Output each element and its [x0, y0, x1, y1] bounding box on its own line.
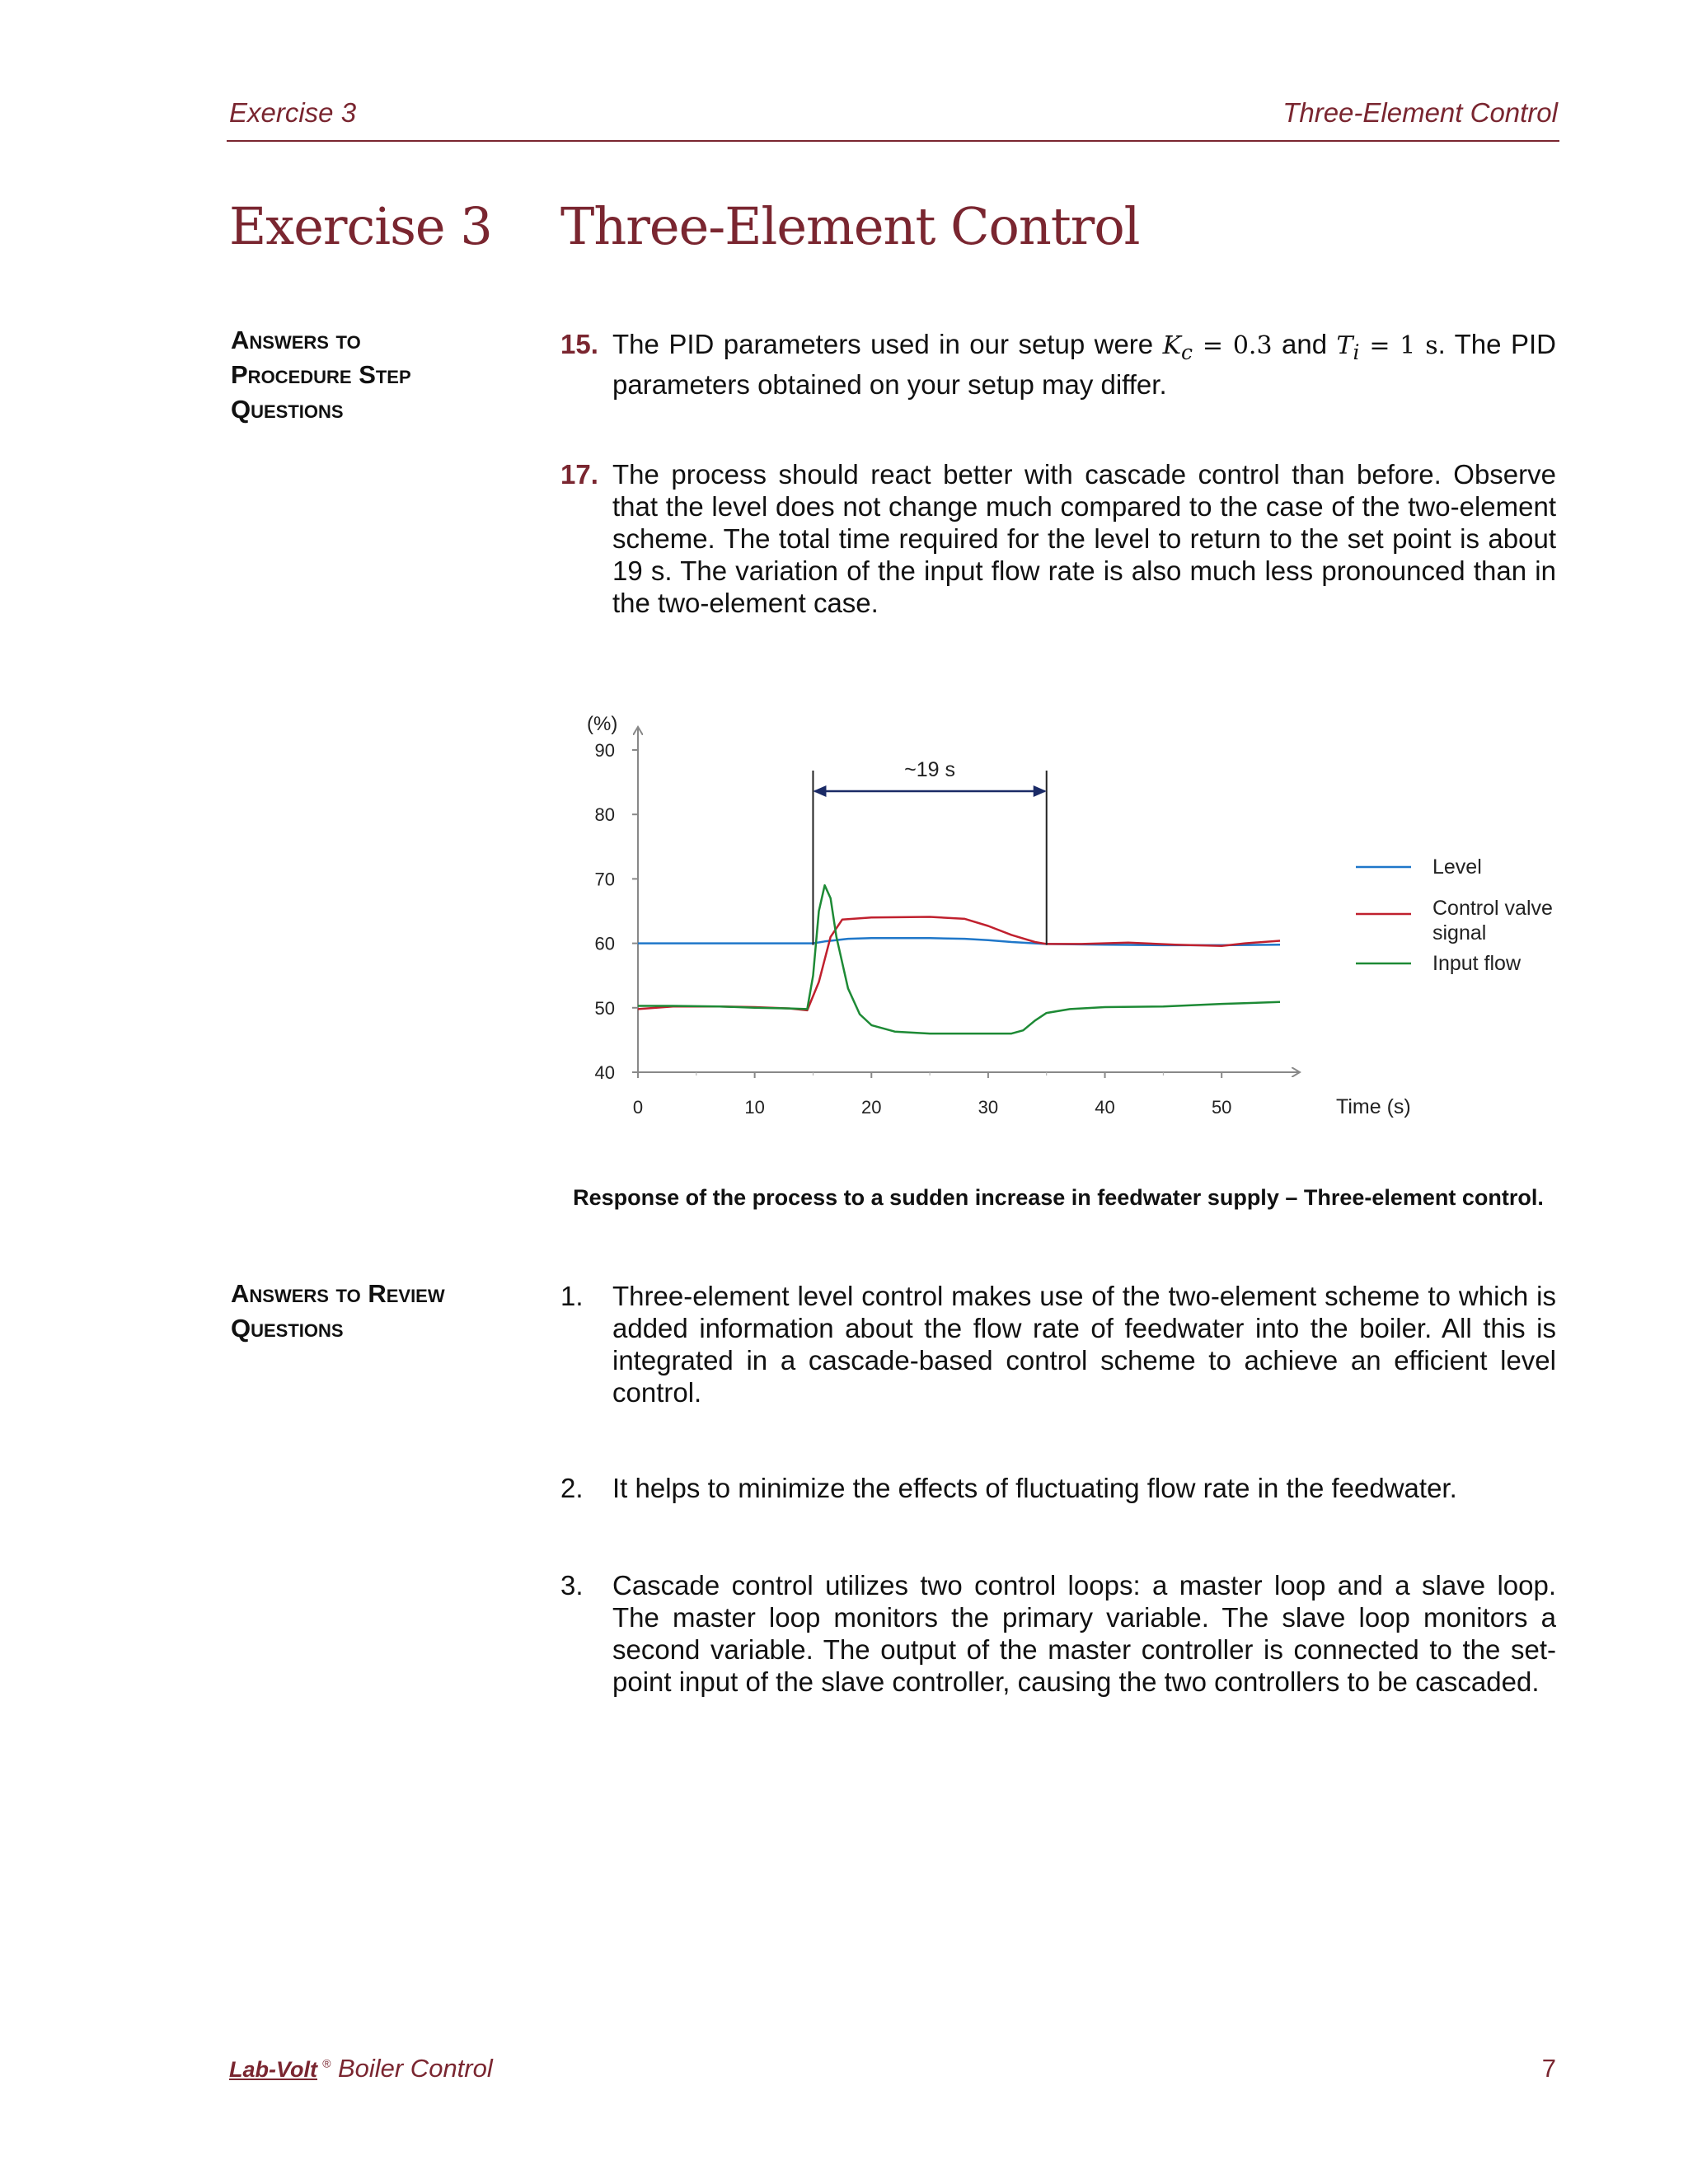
figure-caption: Response of the process to a sudden increase in feedwater supply – Three-element control.	[573, 1185, 1544, 1210]
answer-text: Cascade control utilizes two control loops: a master loop and a slave loop. The master loop monitors the primary variable. The slave loop monitors a second variable. The output of the master controller is connected to the set-point input of the slave controller, causing the two controllers to be cascaded.	[612, 1570, 1556, 1697]
y-tick-label: 40	[594, 1062, 615, 1083]
answer-text: It helps to minimize the effects of fluctuating flow rate in the feedwater.	[612, 1473, 1457, 1503]
y-tick-label: 70	[594, 869, 615, 890]
heading-line: Procedure Step	[231, 360, 411, 389]
y-axis-label: (%)	[587, 713, 618, 735]
y-tick-label: 80	[594, 804, 615, 826]
answer-item	[560, 328, 1556, 401]
heading-line: Questions	[231, 395, 344, 424]
exercise-number-title: Exercise 3	[229, 196, 492, 256]
header-rule	[227, 140, 1559, 142]
lab-volt-logo: Lab-Volt	[229, 2057, 317, 2082]
x-tick-label: 10	[744, 1097, 765, 1118]
chart-legend	[1356, 855, 1553, 975]
answer-number: 17.	[560, 459, 598, 490]
answer-number: 15.	[560, 329, 598, 359]
footer-book-title: Boiler Control	[331, 2054, 493, 2083]
answer-number: 2.	[560, 1473, 584, 1503]
kc-equation: $K_c = 0.3$	[1162, 331, 1273, 364]
heading-line: Answers to	[231, 326, 361, 354]
x-tick-label: 40	[1095, 1097, 1115, 1118]
y-tick-label: 90	[594, 740, 615, 761]
x-axis-label: Time (s)	[1336, 1095, 1411, 1118]
legend-label: Input flow	[1432, 952, 1522, 975]
answer-text: Three-element level control makes use of the two-element scheme to which is added information about the flow rate of feedwater into the boiler. All this is integrated in a cascade-based control scheme to achieve an efficient level control.	[612, 1281, 1556, 1408]
answer-number: 1.	[560, 1281, 584, 1311]
legend-label: Control valve signal	[1432, 897, 1553, 944]
answer-text: The PID parameters used in our setup were $K_c = 0.3$ and $T_i = 1$ s. The PID parameters obtained on your setup may differ.	[612, 329, 1556, 400]
review-answers-heading	[231, 1277, 445, 1346]
legend-label: Level	[1432, 855, 1482, 879]
heading-line: Questions	[231, 1314, 344, 1343]
answer-number: 3.	[560, 1570, 584, 1601]
running-header-left: Exercise 3	[229, 97, 357, 128]
registered-mark: ®	[322, 2056, 331, 2070]
chart-axes	[587, 713, 1411, 1118]
answer-item	[560, 1569, 1556, 1698]
response-chart	[560, 701, 1591, 1146]
x-tick-label: 20	[861, 1097, 882, 1118]
y-tick-label: 50	[594, 997, 615, 1019]
page-title: Three-Element Control	[560, 196, 1140, 256]
x-tick-label: 50	[1211, 1097, 1232, 1118]
chart-series	[638, 885, 1280, 1033]
heading-line: Answers to Review	[231, 1279, 445, 1308]
answer-item	[560, 1472, 1556, 1504]
answer-item	[560, 458, 1556, 619]
footer-title	[229, 2054, 493, 2083]
ti-equation: $T_i = 1$ s	[1336, 331, 1438, 364]
y-tick-label: 60	[594, 933, 615, 954]
series-line-control-valve-signal	[638, 917, 1280, 1010]
x-tick-label: 0	[632, 1097, 644, 1118]
answer-text: The process should react better with cascade control than before. Observe that the level does not change much compared to the case of the two-element scheme. The total time required for the level to return to the set point is about 19 s. The variation of the input flow rate is also much less pronounced than in the two-element case.	[612, 459, 1556, 618]
annotation-label: ~19 s	[904, 758, 956, 781]
procedure-answers-heading	[231, 323, 411, 427]
x-tick-label: 30	[978, 1097, 999, 1118]
series-line-input-flow	[638, 885, 1280, 1033]
page-number: 7	[1541, 2054, 1556, 2083]
answer-item	[560, 1280, 1556, 1408]
running-header-right: Three-Element Control	[1282, 97, 1558, 128]
